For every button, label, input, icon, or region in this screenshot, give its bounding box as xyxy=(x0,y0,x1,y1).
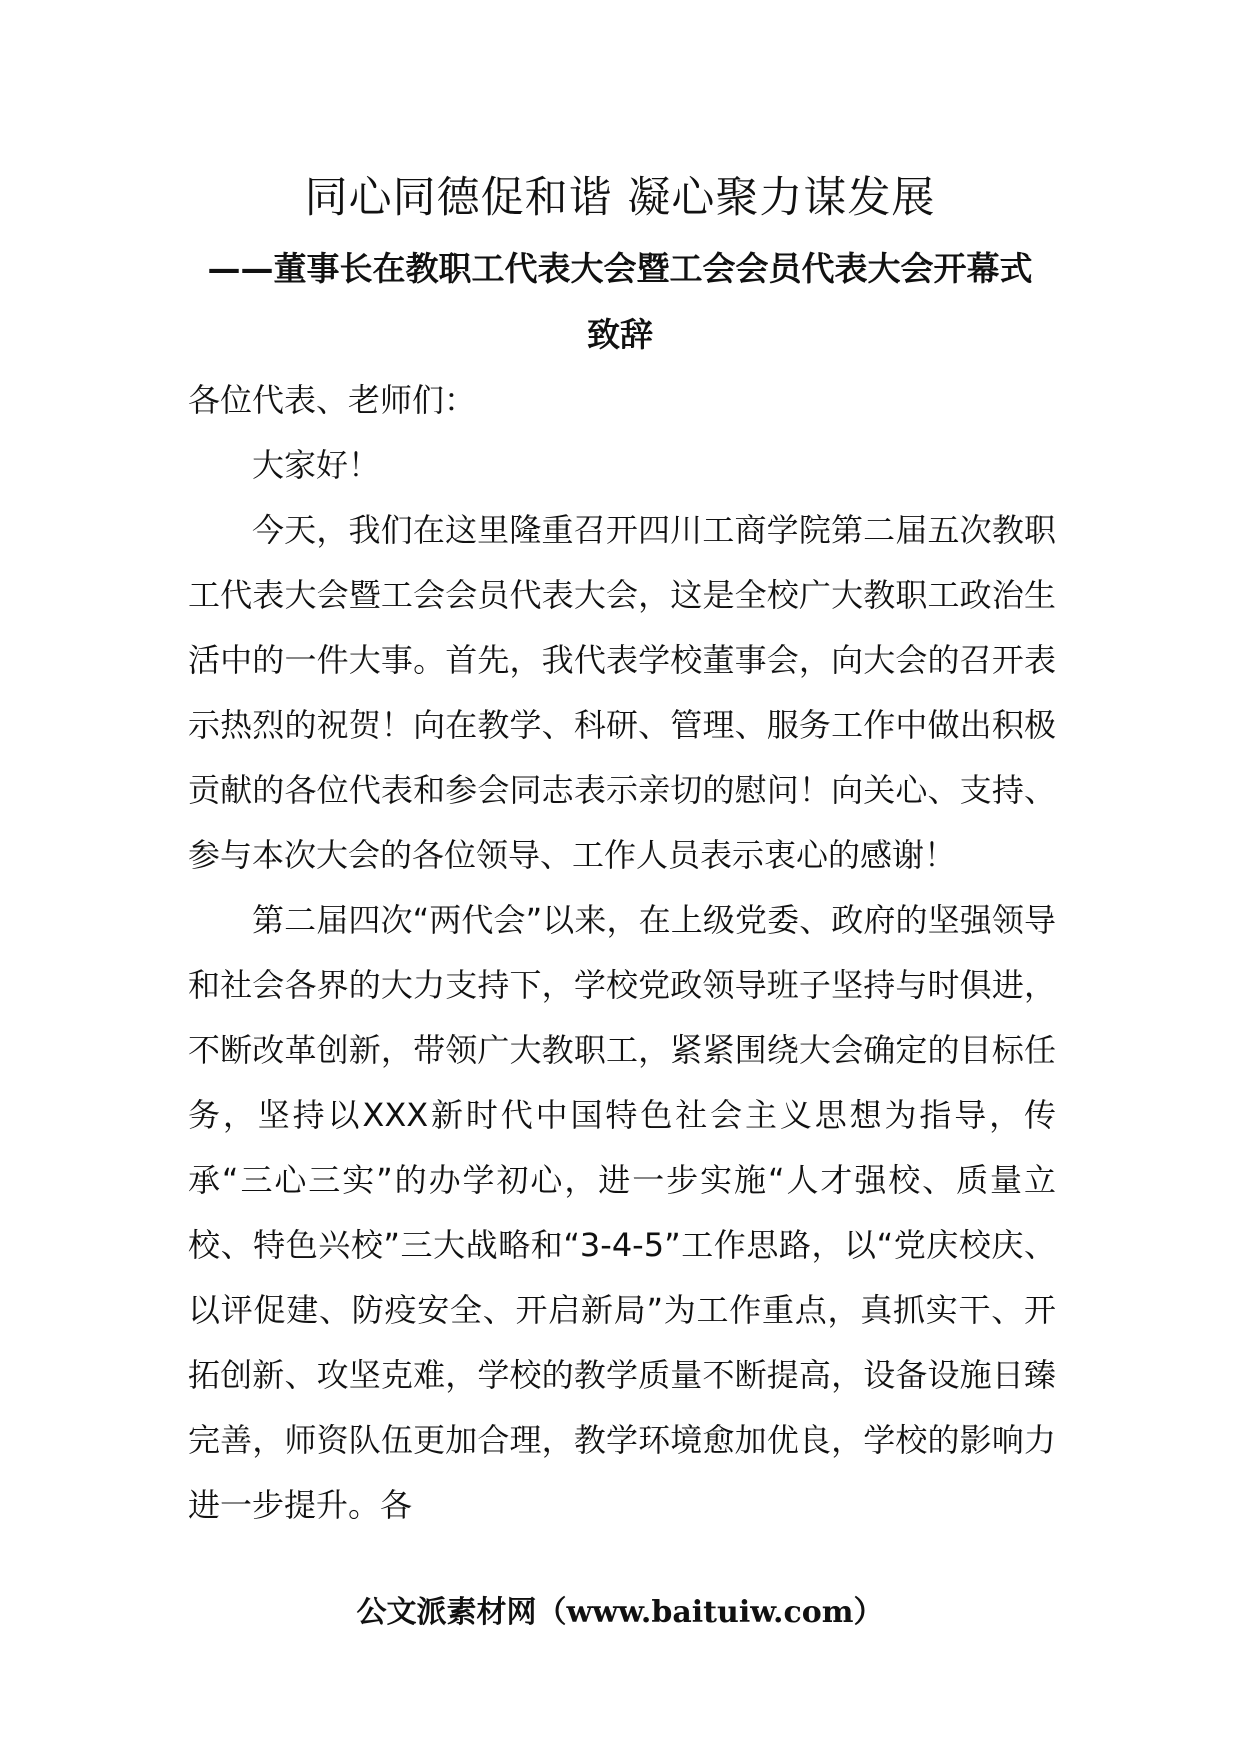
document-subtitle: ——董事长在教职工代表大会暨工会会员代表大会开幕式致辞 xyxy=(207,249,1033,354)
salutation: 各位代表、老师们： xyxy=(188,381,477,419)
paragraph-review: 第二届四次“两代会”以来，在上级党委、政府的坚强领导和社会各界的大力支持下，学校党政领导班子坚持与时俱进，不断改革创新，带领广大教职工，紧紧围绕大会确定的目标任务，坚持以XXX新时代中国特色社会主义思想为指导，传承“三心三实”的办学初心，进一步实施“人才强校、质量立校、特色兴校”三大战略和“3-4-5”工作思路，以“党庆校庆、以评促建、防疫安全、开启新局”为工作重点，真抓实干、开拓创新、攻坚克难，学校的教学质量不断提高，设备设施日臻完善，师资队伍更加合理，教学环境愈加优良，学校的影响力进一步提升。各 xyxy=(188,901,1056,1524)
footer-watermark: 公文派素材网（www.baituiw.com） xyxy=(356,1595,884,1630)
document-title: 同心同德促和谐 凝心聚力谋发展 xyxy=(304,173,936,223)
paragraph-opening: 今天，我们在这里隆重召开四川工商学院第二届五次教职工代表大会暨工会会员代表大会，这是全校广大教职工政治生活中的一件大事。首先，我代表学校董事会，向大会的召开表示热烈的祝贺！向在教学、科研、管理、服务工作中做出积极贡献的各位代表和参会同志表示亲切的慰问！向关心、支持、参与本次大会的各位领导、工作人员表示衷心的感谢！ xyxy=(188,511,1056,874)
document-body xyxy=(188,368,1056,1538)
paragraph-greeting: 大家好！ xyxy=(252,446,381,484)
